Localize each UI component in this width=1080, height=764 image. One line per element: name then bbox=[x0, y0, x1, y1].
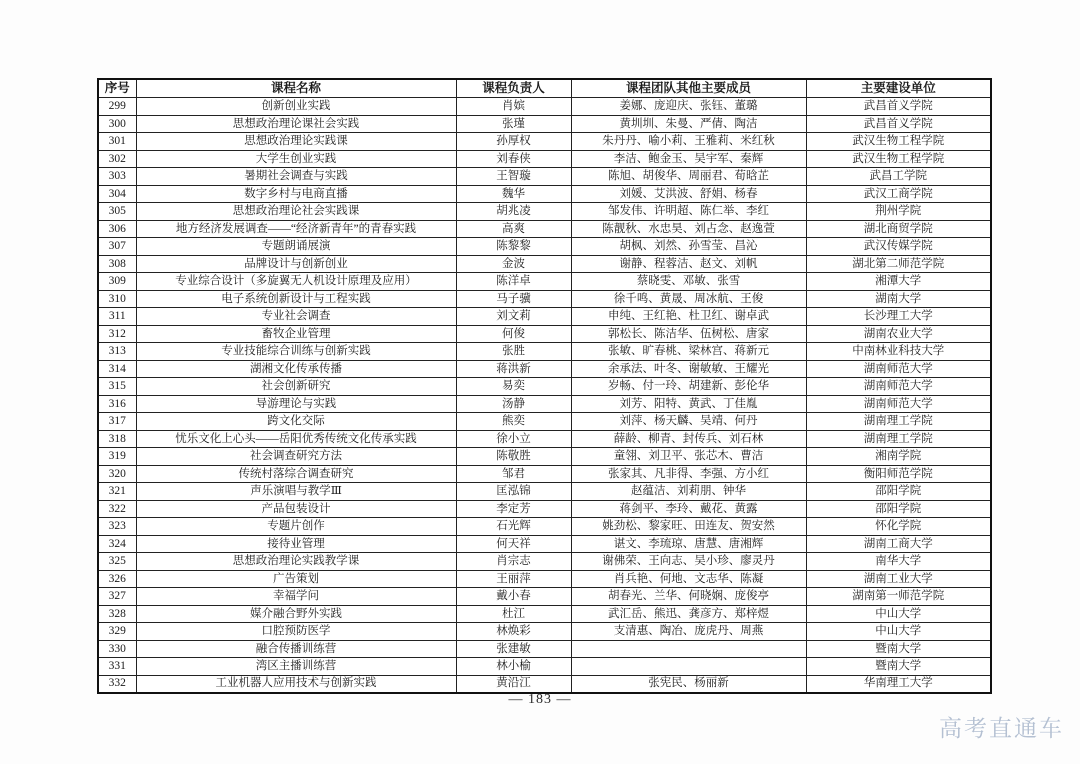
cell-members bbox=[571, 640, 806, 658]
cell-course: 广告策划 bbox=[136, 570, 456, 588]
cell-members: 刘萍、杨天麟、吴靖、何丹 bbox=[571, 413, 806, 431]
cell-leader: 匡泓锦 bbox=[456, 483, 571, 501]
cell-leader: 王智璇 bbox=[456, 168, 571, 186]
cell-no: 300 bbox=[98, 115, 136, 133]
cell-leader: 马子骥 bbox=[456, 290, 571, 308]
cell-no: 308 bbox=[98, 255, 136, 273]
cell-leader: 刘文莉 bbox=[456, 308, 571, 326]
cell-leader: 李定芳 bbox=[456, 500, 571, 518]
cell-leader: 陈黎黎 bbox=[456, 238, 571, 256]
cell-course: 忧乐文化上心头——岳阳优秀传统文化传承实践 bbox=[136, 430, 456, 448]
cell-unit: 湖南师范大学 bbox=[806, 360, 991, 378]
cell-no: 309 bbox=[98, 273, 136, 291]
cell-no: 306 bbox=[98, 220, 136, 238]
cell-members: 张家其、凡非得、李强、方小红 bbox=[571, 465, 806, 483]
cell-leader: 肖宗志 bbox=[456, 553, 571, 571]
table-row bbox=[98, 640, 991, 658]
cell-leader: 张瑾 bbox=[456, 115, 571, 133]
cell-members: 邹发伟、许明超、陈仁举、李红 bbox=[571, 203, 806, 221]
cell-members: 朱丹丹、喻小莉、王雅莉、米红秋 bbox=[571, 133, 806, 151]
cell-unit: 长沙理工大学 bbox=[806, 308, 991, 326]
cell-members: 刘芳、阳特、黄武、丁佳胤 bbox=[571, 395, 806, 413]
cell-course: 专业技能综合训练与创新实践 bbox=[136, 343, 456, 361]
table-row bbox=[98, 98, 991, 116]
table-row bbox=[98, 343, 991, 361]
cell-no: 324 bbox=[98, 535, 136, 553]
cell-unit: 湘潭大学 bbox=[806, 273, 991, 291]
cell-leader: 徐小立 bbox=[456, 430, 571, 448]
cell-unit: 荆州学院 bbox=[806, 203, 991, 221]
cell-course: 传统村落综合调查研究 bbox=[136, 465, 456, 483]
cell-no: 327 bbox=[98, 588, 136, 606]
cell-leader: 熊奕 bbox=[456, 413, 571, 431]
table-row bbox=[98, 465, 991, 483]
cell-course: 社会调查研究方法 bbox=[136, 448, 456, 466]
cell-leader: 林焕彩 bbox=[456, 623, 571, 641]
table-row bbox=[98, 378, 991, 396]
cell-members: 张宪民、杨丽新 bbox=[571, 675, 806, 693]
table-row bbox=[98, 150, 991, 168]
cell-members: 岁畅、付一玲、胡建新、彭伦华 bbox=[571, 378, 806, 396]
cell-unit: 湘南学院 bbox=[806, 448, 991, 466]
table-row bbox=[98, 553, 991, 571]
cell-course: 品牌设计与创新创业 bbox=[136, 255, 456, 273]
table-row bbox=[98, 500, 991, 518]
cell-course: 工业机器人应用技术与创新实践 bbox=[136, 675, 456, 693]
cell-no: 325 bbox=[98, 553, 136, 571]
cell-course: 产品包装设计 bbox=[136, 500, 456, 518]
table-row bbox=[98, 448, 991, 466]
header-cell-unit: 主要建设单位 bbox=[806, 79, 991, 98]
cell-course: 创新创业实践 bbox=[136, 98, 456, 116]
cell-leader: 杜江 bbox=[456, 605, 571, 623]
cell-leader: 何俊 bbox=[456, 325, 571, 343]
cell-unit: 武昌首义学院 bbox=[806, 115, 991, 133]
cell-course: 跨文化交际 bbox=[136, 413, 456, 431]
cell-members: 陈靓秋、水忠昊、刘占念、赵逸萱 bbox=[571, 220, 806, 238]
cell-members: 张敏、旷春桃、梁林宫、蒋新元 bbox=[571, 343, 806, 361]
cell-members: 胡春光、兰华、何晓娴、庞俊亭 bbox=[571, 588, 806, 606]
cell-members: 谢静、程蓉洁、赵文、刘帆 bbox=[571, 255, 806, 273]
table-row bbox=[98, 220, 991, 238]
cell-leader: 高爽 bbox=[456, 220, 571, 238]
cell-members: 肖兵艳、何地、文志华、陈凝 bbox=[571, 570, 806, 588]
table-row bbox=[98, 518, 991, 536]
cell-no: 313 bbox=[98, 343, 136, 361]
page-number: — 183 — bbox=[508, 692, 572, 707]
cell-no: 328 bbox=[98, 605, 136, 623]
header-cell-leader: 课程负责人 bbox=[456, 79, 571, 98]
cell-course: 社会创新研究 bbox=[136, 378, 456, 396]
cell-unit: 南华大学 bbox=[806, 553, 991, 571]
cell-leader: 戴小春 bbox=[456, 588, 571, 606]
table-row bbox=[98, 675, 991, 693]
cell-unit: 中山大学 bbox=[806, 605, 991, 623]
cell-unit: 湖北商贸学院 bbox=[806, 220, 991, 238]
cell-course: 思想政治理论实践课 bbox=[136, 133, 456, 151]
cell-course: 媒介融合野外实践 bbox=[136, 605, 456, 623]
table-body bbox=[98, 98, 991, 693]
cell-no: 303 bbox=[98, 168, 136, 186]
cell-members: 薛龄、柳青、封传兵、刘石林 bbox=[571, 430, 806, 448]
cell-members: 支清惠、陶冶、庞虎丹、周燕 bbox=[571, 623, 806, 641]
cell-members: 谢佛荣、王向志、吴小珍、廖灵丹 bbox=[571, 553, 806, 571]
table-row bbox=[98, 185, 991, 203]
cell-course: 数字乡村与电商直播 bbox=[136, 185, 456, 203]
table-row bbox=[98, 308, 991, 326]
cell-unit: 邵阳学院 bbox=[806, 483, 991, 501]
cell-course: 思想政治理论社会实践课 bbox=[136, 203, 456, 221]
watermark-logo: 高考直通车 bbox=[939, 715, 1064, 741]
table-row bbox=[98, 203, 991, 221]
cell-course: 电子系统创新设计与工程实践 bbox=[136, 290, 456, 308]
cell-members: 郭松长、陈洁华、伍树松、唐家 bbox=[571, 325, 806, 343]
cell-members: 武汇岳、熊迅、龚彦方、郑梓煜 bbox=[571, 605, 806, 623]
cell-leader: 金波 bbox=[456, 255, 571, 273]
cell-unit: 湖南理工学院 bbox=[806, 413, 991, 431]
cell-unit: 武汉生物工程学院 bbox=[806, 150, 991, 168]
cell-leader: 易奕 bbox=[456, 378, 571, 396]
table-row bbox=[98, 605, 991, 623]
cell-unit: 武昌工学院 bbox=[806, 168, 991, 186]
cell-members: 申纯、王红艳、杜卫红、谢卓武 bbox=[571, 308, 806, 326]
cell-course: 专业社会调查 bbox=[136, 308, 456, 326]
table-row bbox=[98, 273, 991, 291]
cell-no: 307 bbox=[98, 238, 136, 256]
table-row bbox=[98, 133, 991, 151]
table-row bbox=[98, 168, 991, 186]
cell-unit: 中山大学 bbox=[806, 623, 991, 641]
cell-unit: 中南林业科技大学 bbox=[806, 343, 991, 361]
cell-no: 317 bbox=[98, 413, 136, 431]
cell-unit: 华南理工大学 bbox=[806, 675, 991, 693]
header-cell-members: 课程团队其他主要成员 bbox=[571, 79, 806, 98]
cell-members: 谌文、李琉琼、唐慧、唐湘辉 bbox=[571, 535, 806, 553]
table-row bbox=[98, 483, 991, 501]
header-cell-no: 序号 bbox=[98, 79, 136, 98]
cell-no: 312 bbox=[98, 325, 136, 343]
cell-members bbox=[571, 658, 806, 676]
table-row bbox=[98, 290, 991, 308]
cell-members: 余承法、叶冬、谢敏敏、王耀光 bbox=[571, 360, 806, 378]
cell-members: 姚劲松、黎家旺、田连友、贺安然 bbox=[571, 518, 806, 536]
table-row bbox=[98, 623, 991, 641]
table-row bbox=[98, 430, 991, 448]
cell-course: 畜牧企业管理 bbox=[136, 325, 456, 343]
cell-unit: 武汉传媒学院 bbox=[806, 238, 991, 256]
cell-course: 口腔预防医学 bbox=[136, 623, 456, 641]
cell-leader: 邹君 bbox=[456, 465, 571, 483]
table-row bbox=[98, 238, 991, 256]
table-row bbox=[98, 535, 991, 553]
table-row bbox=[98, 255, 991, 273]
table-row bbox=[98, 413, 991, 431]
cell-no: 316 bbox=[98, 395, 136, 413]
cell-no: 311 bbox=[98, 308, 136, 326]
cell-no: 329 bbox=[98, 623, 136, 641]
cell-unit: 湖南理工学院 bbox=[806, 430, 991, 448]
cell-leader: 刘春侠 bbox=[456, 150, 571, 168]
cell-unit: 武昌首义学院 bbox=[806, 98, 991, 116]
cell-unit: 武汉工商学院 bbox=[806, 185, 991, 203]
cell-leader: 陈洋卓 bbox=[456, 273, 571, 291]
table-row bbox=[98, 588, 991, 606]
cell-unit: 湖南大学 bbox=[806, 290, 991, 308]
cell-members: 徐千鸣、黄晟、周冰航、王俊 bbox=[571, 290, 806, 308]
cell-leader: 黄沿江 bbox=[456, 675, 571, 693]
cell-members: 陈旭、胡俊华、周丽君、荀晗芷 bbox=[571, 168, 806, 186]
cell-members: 刘媛、艾洪波、舒娟、杨春 bbox=[571, 185, 806, 203]
cell-members: 黄圳圳、朱曼、严倩、陶洁 bbox=[571, 115, 806, 133]
cell-unit: 湖南工业大学 bbox=[806, 570, 991, 588]
cell-no: 320 bbox=[98, 465, 136, 483]
cell-leader: 林小榆 bbox=[456, 658, 571, 676]
cell-leader: 汤静 bbox=[456, 395, 571, 413]
table-header bbox=[98, 79, 991, 98]
table-row bbox=[98, 570, 991, 588]
cell-unit: 衡阳师范学院 bbox=[806, 465, 991, 483]
cell-leader: 蒋洪新 bbox=[456, 360, 571, 378]
cell-no: 332 bbox=[98, 675, 136, 693]
cell-no: 305 bbox=[98, 203, 136, 221]
cell-members: 蒋剑平、李玲、戴花、黄露 bbox=[571, 500, 806, 518]
cell-no: 319 bbox=[98, 448, 136, 466]
cell-unit: 武汉生物工程学院 bbox=[806, 133, 991, 151]
cell-no: 299 bbox=[98, 98, 136, 116]
cell-course: 专业综合设计（多旋翼无人机设计原理及应用） bbox=[136, 273, 456, 291]
cell-members: 李洁、鲍金玉、吴宇军、秦辉 bbox=[571, 150, 806, 168]
course-table bbox=[97, 78, 992, 694]
cell-unit: 湖南农业大学 bbox=[806, 325, 991, 343]
cell-course: 声乐演唱与教学Ⅲ bbox=[136, 483, 456, 501]
header-row bbox=[98, 79, 991, 98]
cell-members: 姜娜、庞迎庆、张钰、董璐 bbox=[571, 98, 806, 116]
cell-leader: 胡兆凌 bbox=[456, 203, 571, 221]
cell-members: 蔡晓雯、邓敏、张雪 bbox=[571, 273, 806, 291]
header-cell-course: 课程名称 bbox=[136, 79, 456, 98]
cell-unit: 暨南大学 bbox=[806, 658, 991, 676]
cell-course: 湖湘文化传承传播 bbox=[136, 360, 456, 378]
cell-members: 童翎、刘卫平、张芯木、曹洁 bbox=[571, 448, 806, 466]
cell-course: 导游理论与实践 bbox=[136, 395, 456, 413]
cell-no: 318 bbox=[98, 430, 136, 448]
cell-no: 326 bbox=[98, 570, 136, 588]
cell-no: 321 bbox=[98, 483, 136, 501]
cell-members: 胡枫、刘然、孙雪莹、昌沁 bbox=[571, 238, 806, 256]
cell-leader: 何天祥 bbox=[456, 535, 571, 553]
cell-leader: 肖嫔 bbox=[456, 98, 571, 116]
cell-no: 301 bbox=[98, 133, 136, 151]
cell-unit: 湖南师范大学 bbox=[806, 378, 991, 396]
cell-no: 310 bbox=[98, 290, 136, 308]
cell-course: 幸福学问 bbox=[136, 588, 456, 606]
cell-no: 323 bbox=[98, 518, 136, 536]
table-row bbox=[98, 658, 991, 676]
cell-leader: 王丽萍 bbox=[456, 570, 571, 588]
cell-leader: 魏华 bbox=[456, 185, 571, 203]
cell-unit: 湖南第一师范学院 bbox=[806, 588, 991, 606]
table-row bbox=[98, 395, 991, 413]
cell-no: 331 bbox=[98, 658, 136, 676]
cell-course: 大学生创业实践 bbox=[136, 150, 456, 168]
cell-leader: 张建敏 bbox=[456, 640, 571, 658]
cell-course: 融合传播训练营 bbox=[136, 640, 456, 658]
cell-course: 暑期社会调查与实践 bbox=[136, 168, 456, 186]
cell-course: 接待业管理 bbox=[136, 535, 456, 553]
cell-unit: 湖南工商大学 bbox=[806, 535, 991, 553]
table-row bbox=[98, 360, 991, 378]
cell-no: 314 bbox=[98, 360, 136, 378]
cell-course: 地方经济发展调查——“经济新青年”的青春实践 bbox=[136, 220, 456, 238]
cell-no: 302 bbox=[98, 150, 136, 168]
cell-unit: 湖南师范大学 bbox=[806, 395, 991, 413]
cell-course: 思想政治理论课社会实践 bbox=[136, 115, 456, 133]
cell-course: 湾区主播训练营 bbox=[136, 658, 456, 676]
cell-no: 315 bbox=[98, 378, 136, 396]
cell-course: 思想政治理论实践教学课 bbox=[136, 553, 456, 571]
cell-members: 赵蕴洁、刘莉朋、钟华 bbox=[571, 483, 806, 501]
cell-course: 专题片创作 bbox=[136, 518, 456, 536]
cell-no: 322 bbox=[98, 500, 136, 518]
cell-no: 304 bbox=[98, 185, 136, 203]
table-row bbox=[98, 325, 991, 343]
cell-unit: 湖北第二师范学院 bbox=[806, 255, 991, 273]
cell-course: 专题朗诵展演 bbox=[136, 238, 456, 256]
cell-leader: 张胜 bbox=[456, 343, 571, 361]
cell-leader: 石光辉 bbox=[456, 518, 571, 536]
cell-no: 330 bbox=[98, 640, 136, 658]
cell-unit: 暨南大学 bbox=[806, 640, 991, 658]
cell-unit: 怀化学院 bbox=[806, 518, 991, 536]
cell-leader: 孙厚权 bbox=[456, 133, 571, 151]
cell-leader: 陈敬胜 bbox=[456, 448, 571, 466]
cell-unit: 邵阳学院 bbox=[806, 500, 991, 518]
table-row bbox=[98, 115, 991, 133]
